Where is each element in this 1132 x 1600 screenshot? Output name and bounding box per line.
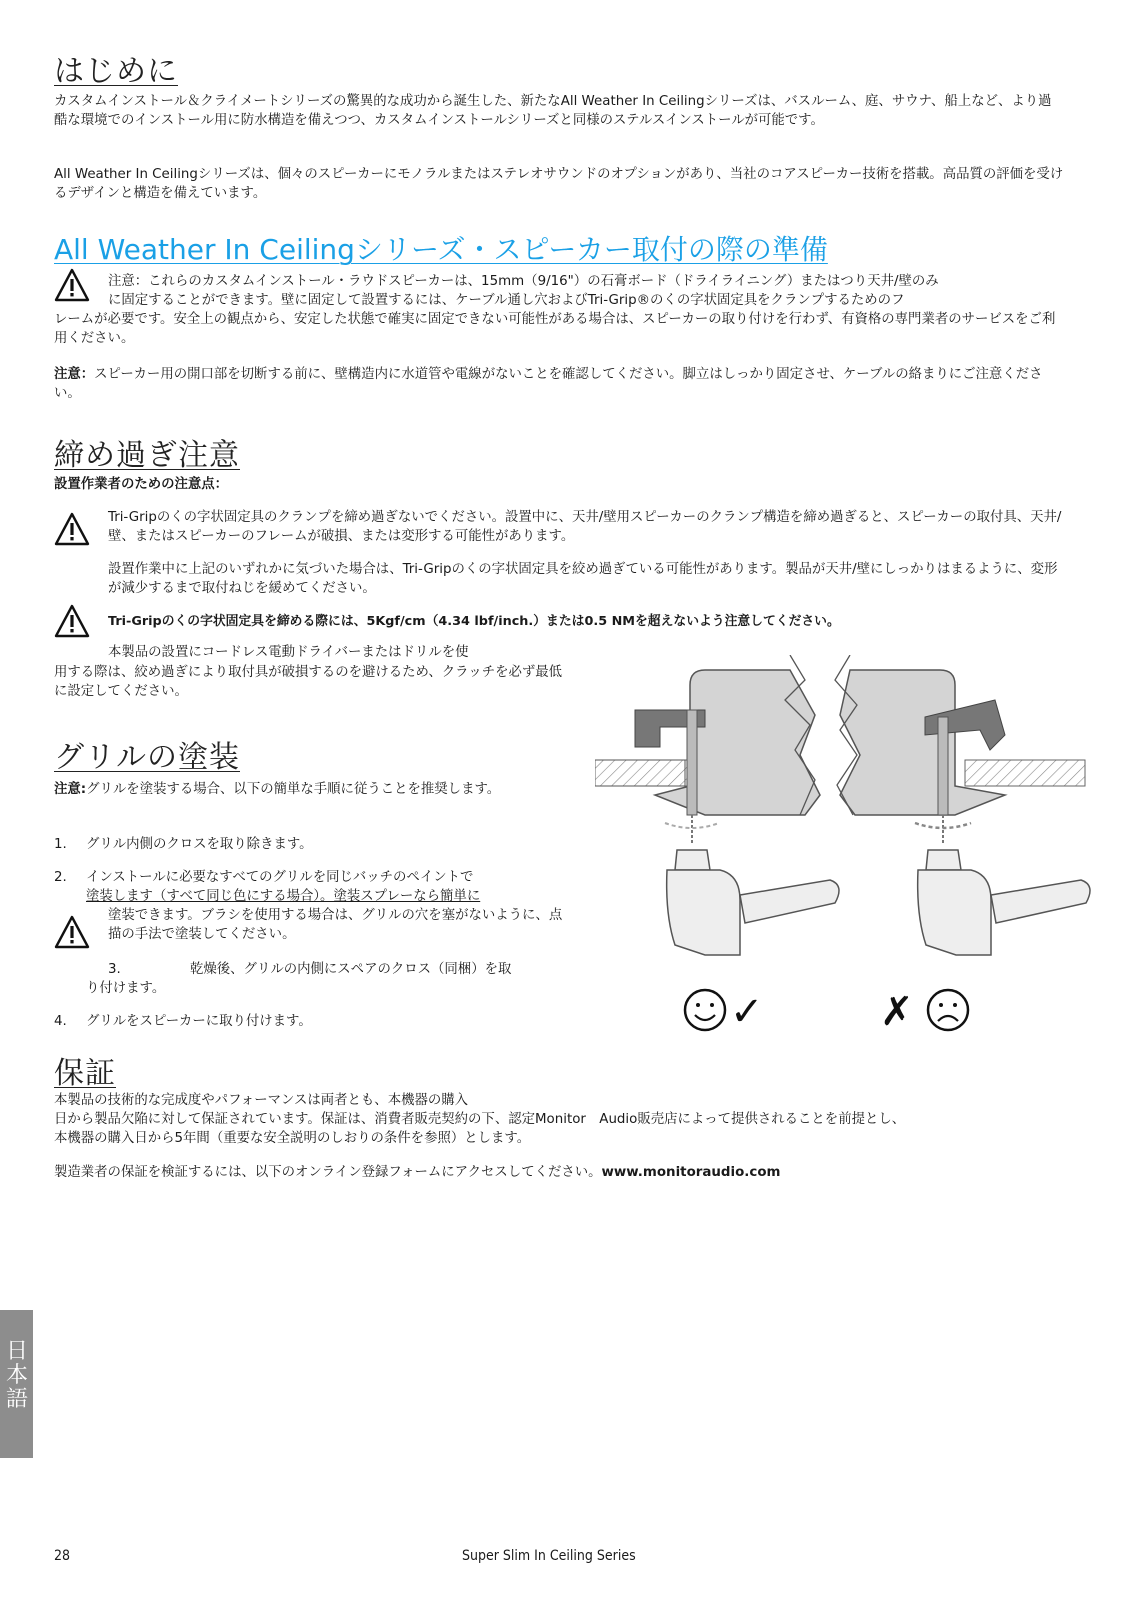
grille-step-3-line-2: り付けます。 [86,981,166,996]
prep-note-label: 注意： [54,367,95,382]
grille-step-3-number: 3. [108,962,121,977]
grille-step-2-line-1: インストールに必要なすべてのグリルを同じバッチのペイントで [86,870,474,885]
warning-icon [54,268,90,302]
language-side-tab [0,1310,33,1458]
cross-icon: ✗ [880,989,914,1035]
grille-step-2-rest: 塗装できます。ブラシを使用する場合は、グリルの穴を塞がないように、点描の手法で塗装してください。 [108,908,563,942]
warranty-heading: 保証 [54,1056,116,1091]
intro-paragraph-1: カスタムインストール＆クライメートシリーズの驚異的な成功から誕生した、新たなAll Weather In Ceilingシリーズは、バスルーム、庭、サウナ、船上など、より過酷な環境でのインストール用に防水構造を備えつつ、カスタムインストールシリーズと同様のステルスインストールが可能です。 [54,94,1052,128]
overtight-warning-2-line-1: 本製品の設置にコードレス電動ドライバーまたはドリルを使 [108,645,469,660]
warranty-line-2: 日から製品欠陥に対して保証されています。保証は、消費者販売契約の下、認定Monitor Audio販売店によって提供されることを前提とし、 [54,1112,906,1127]
overtight-warning-1: Tri-Gripのくの字状固定具のクランプを締め過ぎないでください。設置中に、天井/壁用スピーカーのクランプ構造を締め過ぎると、スピーカーの取付具、天井/壁、またはスピーカーのフレームが破損、または変形する可能性があります。 [108,510,1062,544]
grille-note-text: グリルを塗装する場合、以下の簡単な手順に従うことを推奨します。 [86,782,501,797]
warranty-line-3: 本機器の購入日から5年間（重要な安全説明のしおりの条件を参照）とします。 [54,1131,531,1146]
intro-paragraph-2: All Weather In Ceilingシリーズは、個々のスピーカーにモノラルまたはステレオサウンドのオプションがあり、当社のコアスピーカー技術を搭載。高品質の評価を受けるデザインと構造を備えています。 [54,167,1064,201]
grille-note-label: 注意: [54,782,87,797]
grille-step-4: グリルをスピーカーに取り付けます。 [86,1014,312,1029]
grille-step-4-number: 4. [54,1014,67,1029]
overtight-warning-2-bold: Tri-Gripのくの字状固定具を締める際には、5Kgf/cm（4.34 lbf/inch.）または0.5 NMを超えないよう注意してください。 [108,614,840,629]
language-label: 日本語 [5,1339,28,1412]
grille-step-1: グリル内側のクロスを取り除きます。 [86,837,313,852]
prep-warning-line-1: 注意：これらのカスタムインストール・ラウドスピーカーは、15mm（9/16"）の石膏ボード（ドライライニング）またはつり天井/壁のみ [108,274,939,289]
grille-heading: グリルの塗装 [54,740,240,775]
grille-step-1-number: 1. [54,837,67,852]
overtight-warning-2-rest: 用する際は、絞め過ぎにより取付具が破損するのを避けるため、クラッチを必ず最低に設定してください。 [54,665,563,699]
monitoraudio-link[interactable]: www.monitoraudio.com [601,1165,781,1180]
warning-icon [54,512,90,546]
grille-note [54,780,569,799]
warning-icon [54,604,90,638]
happy-face-icon [685,990,725,1030]
prep-note-text: スピーカー用の開口部を切断する前に、壁構造内に水道管や電線がないことを確認してください。脚立はしっかり固定させ、ケーブルの絡まりにご注意ください。 [54,367,1043,401]
installation-illustration [595,655,1095,1055]
warning-icon [54,915,90,949]
overtight-heading: 締め過ぎ注意 [54,438,240,473]
grille-step-3-line-1: 乾燥後、グリルの内側にスペアのクロス（同梱）を取 [190,962,512,977]
prep-warning-rest: レームが必要です。安全上の観点から、安定した状態で確実に固定できない可能性がある場合は、スピーカーの取り付けを行わず、有資格の専門業者のサービスをご利用ください。 [54,312,1056,346]
warranty-line-1: 本製品の技術的な完成度やパフォーマンスは両者とも、本機器の購入 [54,1093,469,1108]
prep-heading: All Weather In Ceilingシリーズ・スピーカー取付の際の準備 [54,233,828,266]
sad-face-icon [928,990,968,1030]
warranty-verify-text: 製造業者の保証を検証するには、以下のオンライン登録フォームにアクセスしてください。 [54,1165,602,1180]
overtight-subheading: 設置作業者のための注意点： [54,477,229,492]
prep-note [54,365,1064,403]
overtight-warning-1b: 設置作業中に上記のいずれかに気づいた場合は、Tri-Gripのくの字状固定具を絞め過ぎている可能性があります。製品が天井/壁にしっかりはまるように、変形が減少するまで取付ねじを緩めてください。 [108,562,1058,596]
grille-step-2-line-2: 塗装します（すべて同じ色にする場合）。塗装スプレーなら簡単に [86,889,481,904]
page-number: 28 [54,1548,71,1564]
prep-warning-line-2: に固定することができます。壁に固定して設置するには、ケーブル通し穴およびTri-Grip®のくの字状固定具をクランプするためのフ [108,293,905,308]
checkmark-icon: ✓ [730,989,764,1035]
intro-heading: はじめに [54,54,178,89]
grille-step-2-number: 2. [54,870,67,885]
warranty-verify [54,1163,781,1182]
footer-series-name: Super Slim In Ceiling Series [462,1548,636,1564]
